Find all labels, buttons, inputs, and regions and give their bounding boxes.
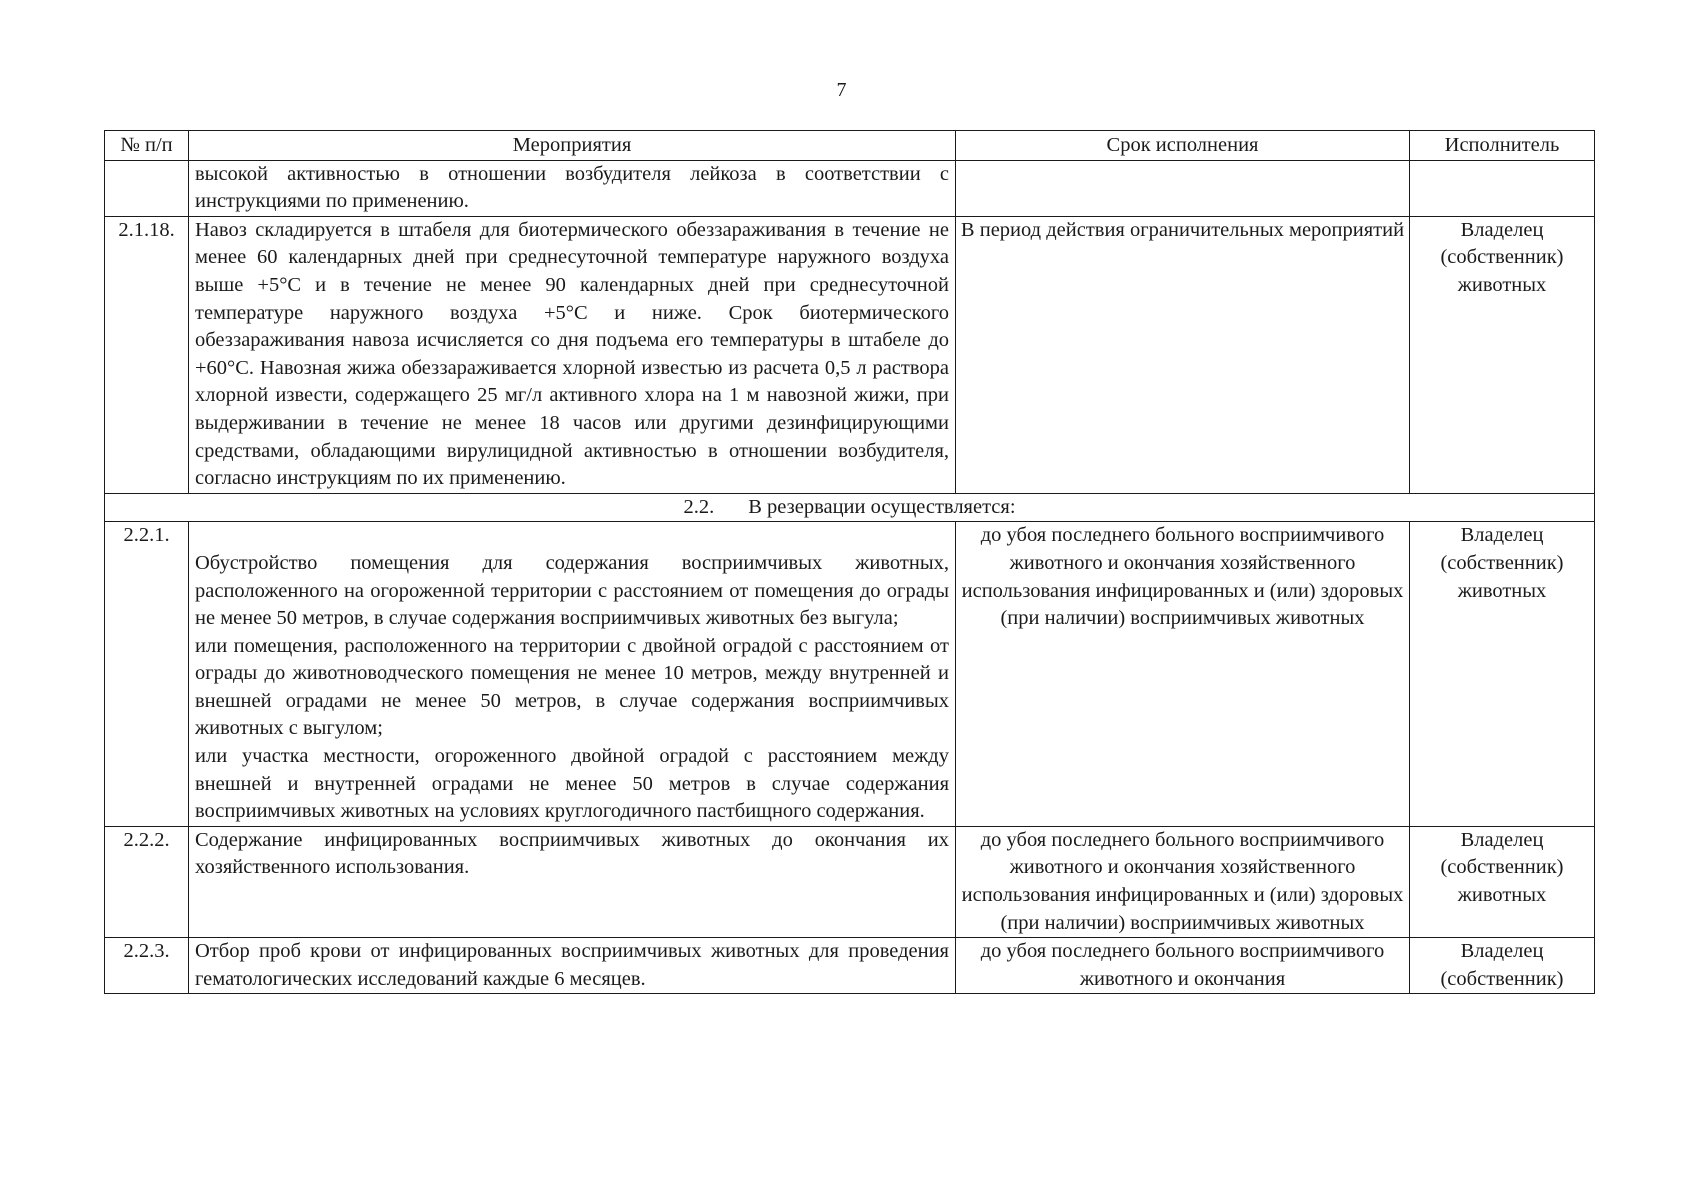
measure-paragraph: или помещения, расположенного на территории с двойной оградой с расстоянием от ограды до животноводческого помещения не менее 10 метров, между внутренней и внешней оградами не менее 50 метров, в случае содержания восприимчивых животных с выгулом; <box>195 634 949 740</box>
row-executor: Владелец (собственник) животных <box>1410 522 1595 827</box>
table-header-row <box>105 131 1595 161</box>
row-number: 2.2.3. <box>105 938 189 994</box>
header-term: Срок исполнения <box>956 131 1410 161</box>
row-measure: Навоз складируется в штабеля для биотермического обеззараживания в течение не менее 60 календарных дней при среднесуточной температуре наружного воздуха выше +5°С и в течение не менее 90 календарных дней при среднесуточной температуре наружного воздуха +5°С и ниже. Срок биотермического обеззараживания навоза исчисляется со дня подъема его температуры в штабеле до +60°С. Навозная жижа обеззараживается хлорной известью из расчета 0,5 л раствора хлорной извести, содержащего 25 мг/л активного хлора на 1 м навозной жижи, при выдерживании в течение не менее 18 часов или другими дезинфицирующими средствами, обладающими вирулицидной активностью в отношении возбудителя, согласно инструкциям по их применению. <box>189 216 956 493</box>
row-term: до убоя последнего больного восприимчивого животного и окончания <box>956 938 1410 994</box>
row-executor: Владелец (собственник) <box>1410 938 1595 994</box>
row-measure: Отбор проб крови от инфицированных восприимчивых животных для проведения гематологических исследований каждые 6 месяцев. <box>189 938 956 994</box>
blank-line <box>195 522 949 550</box>
section-heading <box>105 493 1595 522</box>
row-measure: высокой активностью в отношении возбудителя лейкоза в соответствии с инструкциями по применению. <box>189 160 956 216</box>
measure-paragraph: Обустройство помещения для содержания восприимчивых животных, расположенного на огороженной территории с расстоянием от помещения до ограды не менее 50 метров, в случае содержания восприимчивых животных без выгула; <box>195 551 949 630</box>
table-row <box>105 160 1595 216</box>
table-row <box>105 522 1595 827</box>
row-number <box>105 160 189 216</box>
row-executor: Владелец (собственник) животных <box>1410 216 1595 493</box>
row-executor <box>1410 160 1595 216</box>
row-term <box>956 160 1410 216</box>
row-term: до убоя последнего больного восприимчивого животного и окончания хозяйственного использования инфицированных и (или) здоровых (при наличии) восприимчивых животных <box>956 522 1410 827</box>
header-executor: Исполнитель <box>1410 131 1595 161</box>
header-number: № п/п <box>105 131 189 161</box>
table-row <box>105 216 1595 493</box>
table-row <box>105 938 1595 994</box>
header-measures: Мероприятия <box>189 131 956 161</box>
row-measure: Содержание инфицированных восприимчивых животных до окончания их хозяйственного использования. <box>189 826 956 937</box>
section-number: 2.2. <box>683 495 715 518</box>
row-measure <box>189 522 956 827</box>
row-number: 2.2.1. <box>105 522 189 827</box>
measure-paragraph: или участка местности, огороженного двойной оградой с расстоянием между внешней и внутренней оградами не менее 50 метров в случае содержания восприимчивых животных на условиях круглогодичного пастбищного содержания. <box>195 745 949 823</box>
row-term: до убоя последнего больного восприимчивого животного и окончания хозяйственного использования инфицированных и (или) здоровых (при наличии) восприимчивых животных <box>956 826 1410 937</box>
measures-table <box>104 130 1595 994</box>
section-title: В резервации осуществляется: <box>748 495 1016 518</box>
page-number: 7 <box>836 79 847 101</box>
row-term: В период действия ограничительных мероприятий <box>956 216 1410 493</box>
row-executor: Владелец (собственник) животных <box>1410 826 1595 937</box>
table-row <box>105 826 1595 937</box>
row-number: 2.1.18. <box>105 216 189 493</box>
row-number: 2.2.2. <box>105 826 189 937</box>
section-row <box>105 493 1595 522</box>
